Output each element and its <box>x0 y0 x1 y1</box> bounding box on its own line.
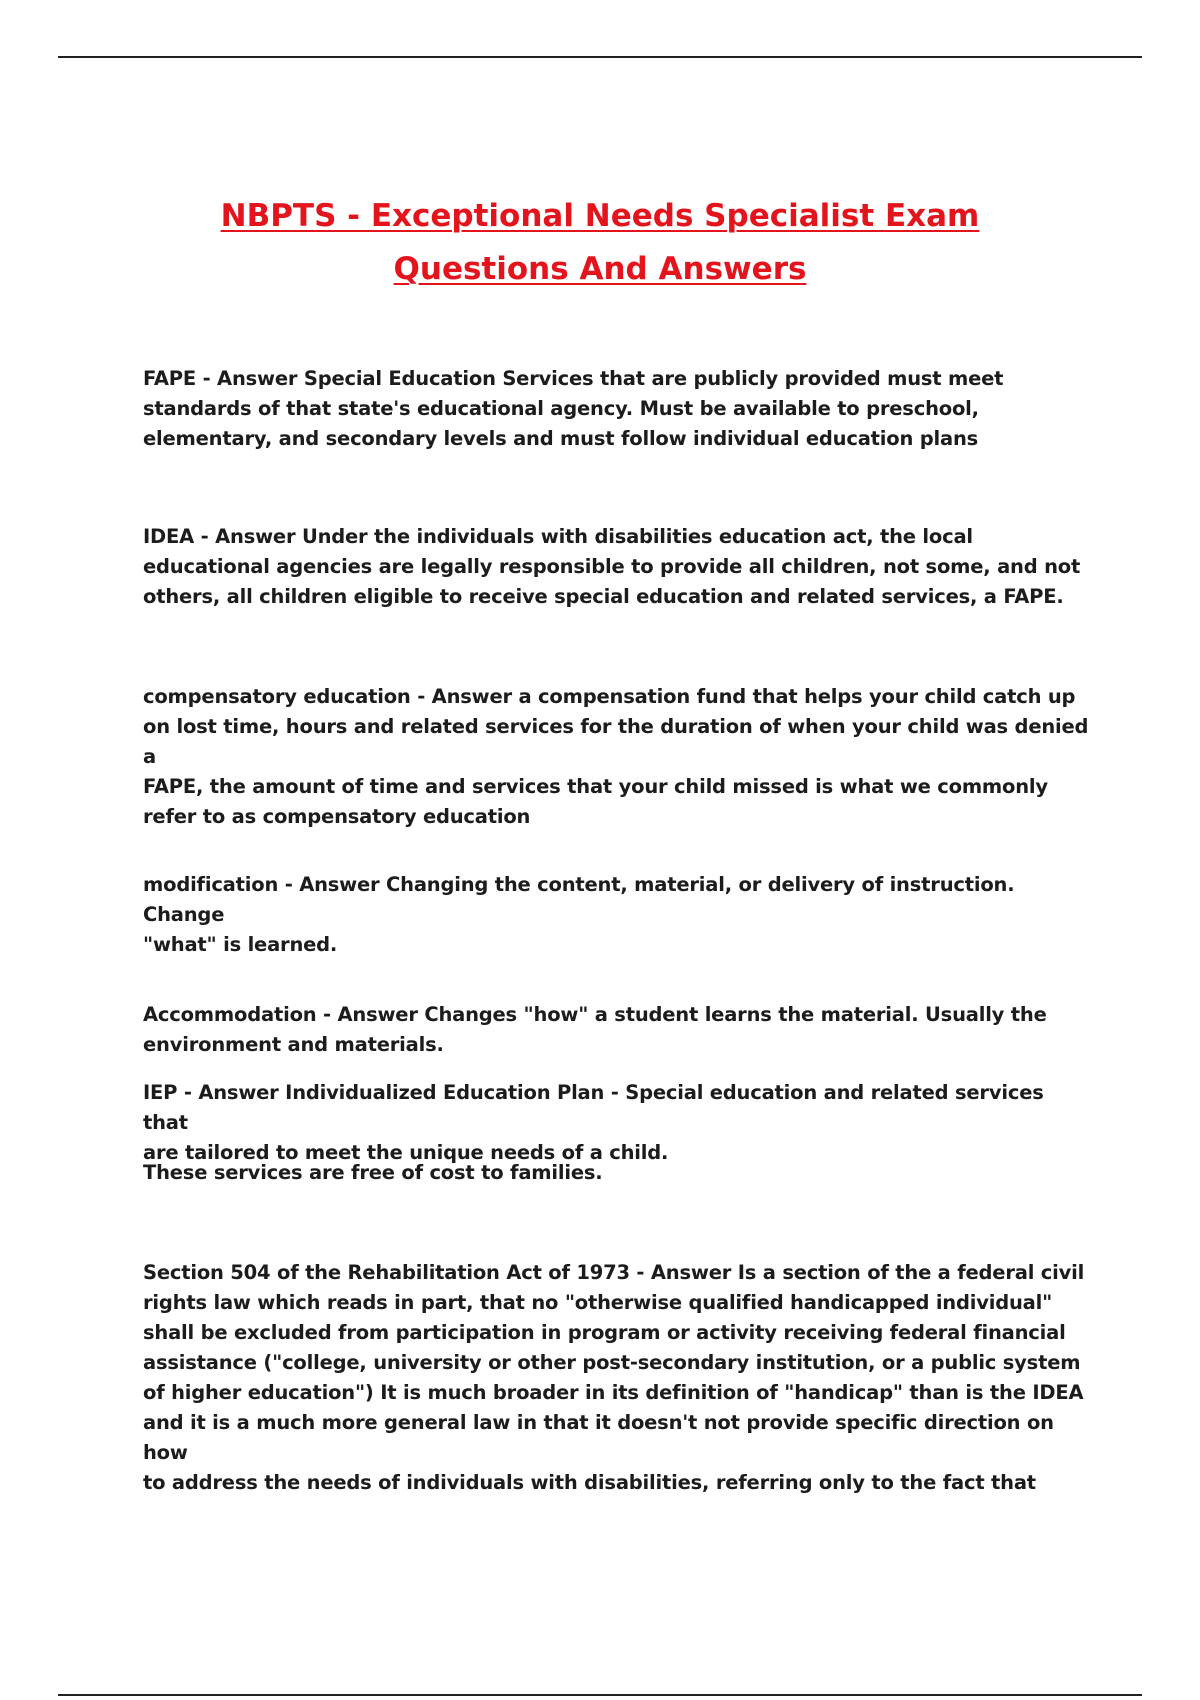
entry-compensatory-education: compensatory education - Answer a compensation fund that helps your child catch up on lost time, hours and related services for the duration of when your child was denied a FAPE, the amount of time and services that your child missed is what we commonly refer to as compensatory education <box>143 685 1089 828</box>
header-rule <box>58 56 1142 58</box>
entry-iep: IEP - Answer Individualized Education Plan - Special education and related services that are tailored to meet the unique needs of a child. <box>143 1081 1044 1164</box>
document-title <box>0 190 1200 296</box>
title-line-2: Questions And Answers <box>393 251 807 287</box>
entry-accommodation: Accommodation - Answer Changes "how" a student learns the material. Usually the environment and materials. <box>143 1003 1047 1056</box>
entry-iep-note: These services are free of cost to families. <box>143 1161 603 1184</box>
entry-idea: IDEA - Answer Under the individuals with disabilities education act, the local educational agencies are legally responsible to provide all children, not some, and not others, all children eligible to receive special education and related services, a FAPE. <box>143 525 1081 608</box>
title-line-1: NBPTS - Exceptional Needs Specialist Exam <box>220 198 980 234</box>
entry-section-504: Section 504 of the Rehabilitation Act of 1973 - Answer Is a section of the a federal civil rights law which reads in part, that no "otherwise qualified handicapped individual" shall be excluded from participation in program or activity receiving federal financial assistance ("college, university or other post-secondary institution, or a public system of higher education") It is much broader in its definition of "handicap" than is the IDEA and it is a much more general law in that it doesn't not provide specific direction on how to address the needs of individuals with disabilities, referring only to the fact that <box>143 1261 1085 1494</box>
entry-fape: FAPE - Answer Special Education Services that are publicly provided must meet standards of that state's educational agency. Must be available to preschool, elementary, and secondary levels and must follow individual education plans <box>143 367 1004 450</box>
footer-rule <box>58 1694 1142 1696</box>
entry-modification: modification - Answer Changing the content, material, or delivery of instruction. Change "what" is learned. <box>143 873 1015 956</box>
